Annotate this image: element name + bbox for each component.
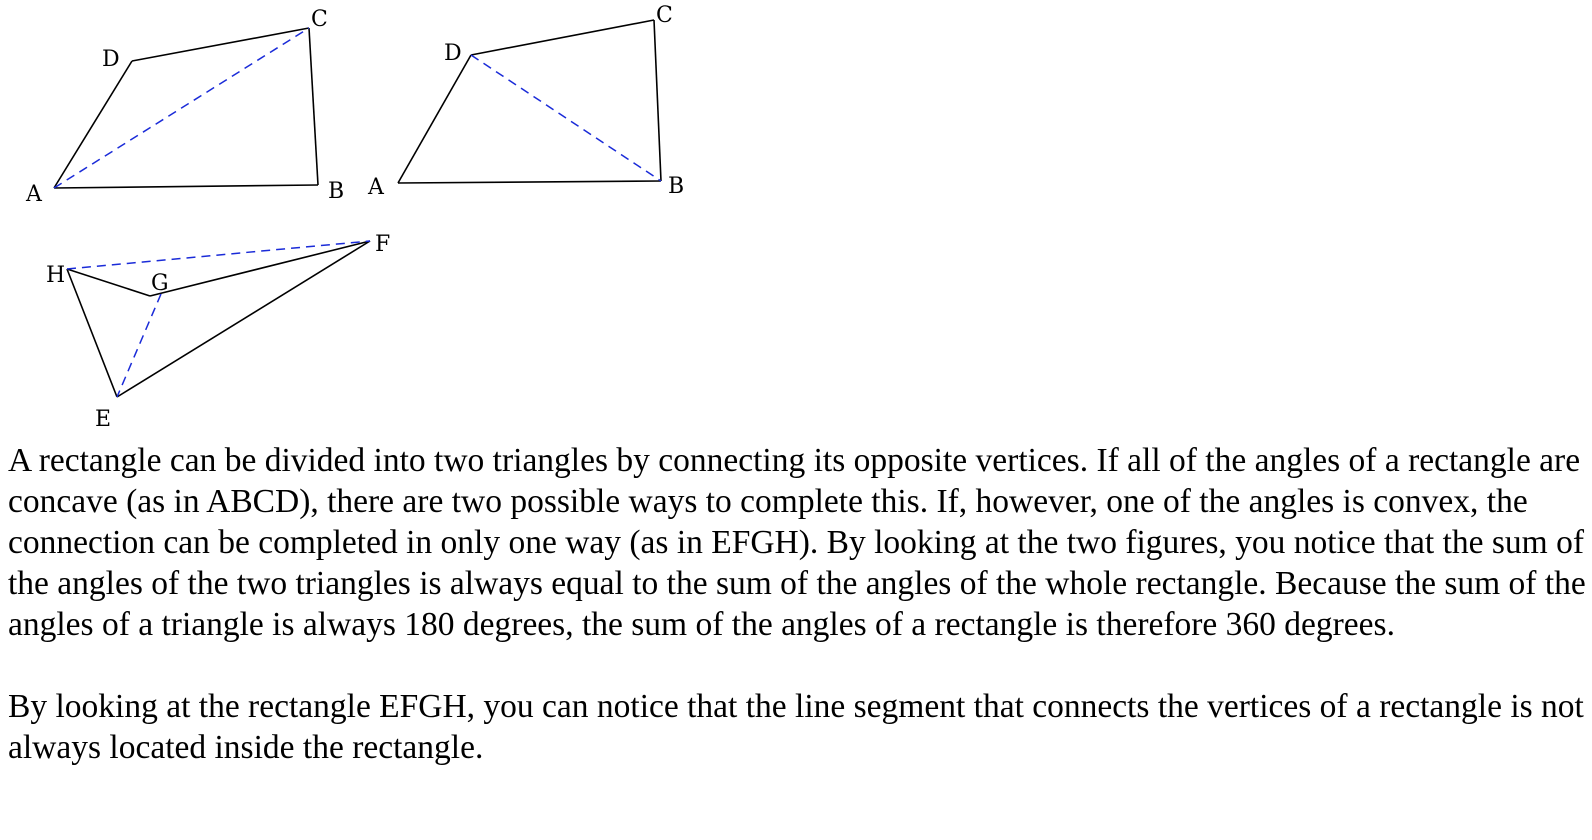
diagonal-hf — [67, 241, 370, 269]
vertex-label-a: A — [368, 175, 384, 200]
diagonal-ge — [117, 294, 161, 397]
quadrilateral-efgh — [46, 232, 390, 432]
vertex-label-e: E — [95, 407, 112, 432]
vertex-label-h: H — [46, 263, 66, 288]
vertex-label-b: B — [668, 174, 685, 199]
edge-fg — [150, 241, 370, 296]
quadrilateral-figures — [0, 0, 720, 440]
edge-cd — [471, 20, 654, 55]
vertex-label-g: G — [151, 271, 169, 296]
vertex-label-a: A — [26, 182, 42, 207]
diagonal-db — [471, 55, 661, 181]
vertex-label-c: C — [656, 3, 673, 28]
edge-he — [67, 269, 117, 397]
edge-cd — [132, 28, 309, 61]
edge-gh — [67, 269, 150, 296]
edge-ef — [117, 241, 370, 397]
edge-ab — [398, 181, 661, 183]
edge-bc — [654, 20, 661, 181]
edge-da — [54, 61, 132, 188]
paragraph-segment-location: By looking at the rectangle EFGH, you can notice that the line segment that connects the vertices of a rectangle is not always located inside the rectangle. — [8, 688, 1584, 766]
vertex-label-c: C — [311, 7, 328, 32]
vertex-label-d: D — [102, 47, 120, 72]
quadrilateral-abcd-diagonal-ac — [25, 7, 344, 207]
edge-bc — [309, 28, 318, 185]
edge-ab — [54, 185, 318, 188]
explanation-text — [8, 440, 1586, 768]
vertex-label-b: B — [328, 179, 345, 204]
edge-da — [398, 55, 471, 183]
paragraph-angle-sum: A rectangle can be divided into two triangles by connecting its opposite vertices. If all of the angles of a rectangle are concave (as in ABCD), there are two possible ways to complete this. If, however, one of the angles is convex, the connection can be completed in only one way (as in EFGH). By looking at the two figures, you notice that the sum of the angles of the two triangles is always equal to the sum of the angles of the whole rectangle. Because the sum of the angles of a triangle is always 180 degrees, the sum of the angles of a rectangle is therefore 360 degrees. — [8, 442, 1586, 643]
vertex-label-d: D — [444, 41, 462, 66]
vertex-label-f: F — [375, 232, 391, 257]
quadrilateral-abcd-diagonal-db — [367, 3, 684, 200]
